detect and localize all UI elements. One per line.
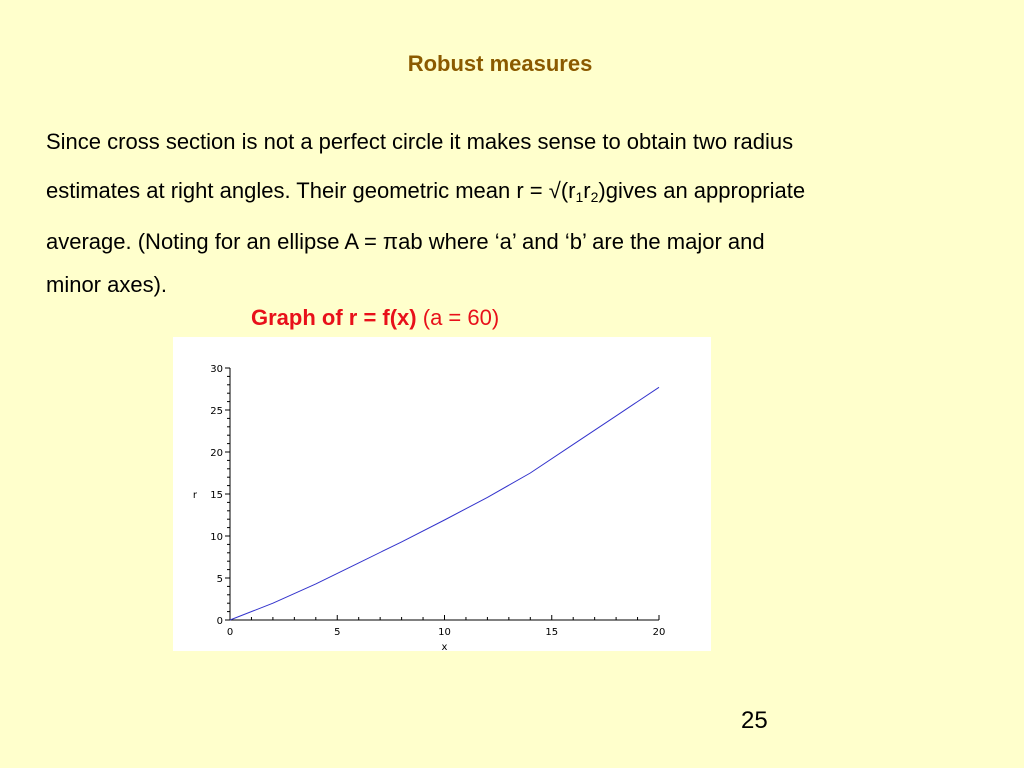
subscript-2: 2 <box>590 189 599 205</box>
graph-caption-rest: (a = 60) <box>416 305 500 330</box>
body-line-1: Since cross section is not a perfect circle it makes sense to obtain two radius <box>46 129 794 154</box>
body-line-2-c: )gives an appropriate <box>598 178 806 203</box>
y-axis-label: r <box>192 490 197 501</box>
y-tick-label: 5 <box>216 574 223 585</box>
plot-area <box>173 337 711 651</box>
body-line-2 <box>46 178 805 205</box>
y-tick-label: 20 <box>210 448 223 459</box>
body-line-2-b: r <box>583 178 591 203</box>
x-tick-label: 10 <box>438 627 451 638</box>
graph-caption <box>251 305 499 331</box>
y-tick-label: 0 <box>216 616 223 627</box>
x-tick-label: 20 <box>652 627 666 638</box>
graph-caption-bold: Graph of r = f(x) <box>251 305 417 330</box>
line-chart <box>173 337 711 651</box>
subscript-1: 1 <box>575 189 584 205</box>
x-tick-label: 15 <box>545 627 559 638</box>
x-axis-label: x <box>441 642 448 651</box>
body-line-4: minor axes). <box>46 272 168 297</box>
page-number: 25 <box>741 707 768 734</box>
series-line <box>230 387 659 620</box>
y-tick-label: 15 <box>210 490 223 501</box>
body-line-3: average. (Noting for an ellipse A = πab where ‘a’ and ‘b’ are the major and <box>46 229 765 254</box>
y-tick-label: 10 <box>210 532 223 543</box>
body-line-2-a: estimates at right angles. Their geometric mean r = √(r <box>46 178 576 203</box>
x-tick-label: 5 <box>334 627 341 638</box>
y-tick-label: 25 <box>210 406 223 417</box>
slide-title: Robust measures <box>407 51 593 76</box>
y-tick-label: 30 <box>210 364 223 375</box>
x-tick-label: 0 <box>226 627 234 638</box>
